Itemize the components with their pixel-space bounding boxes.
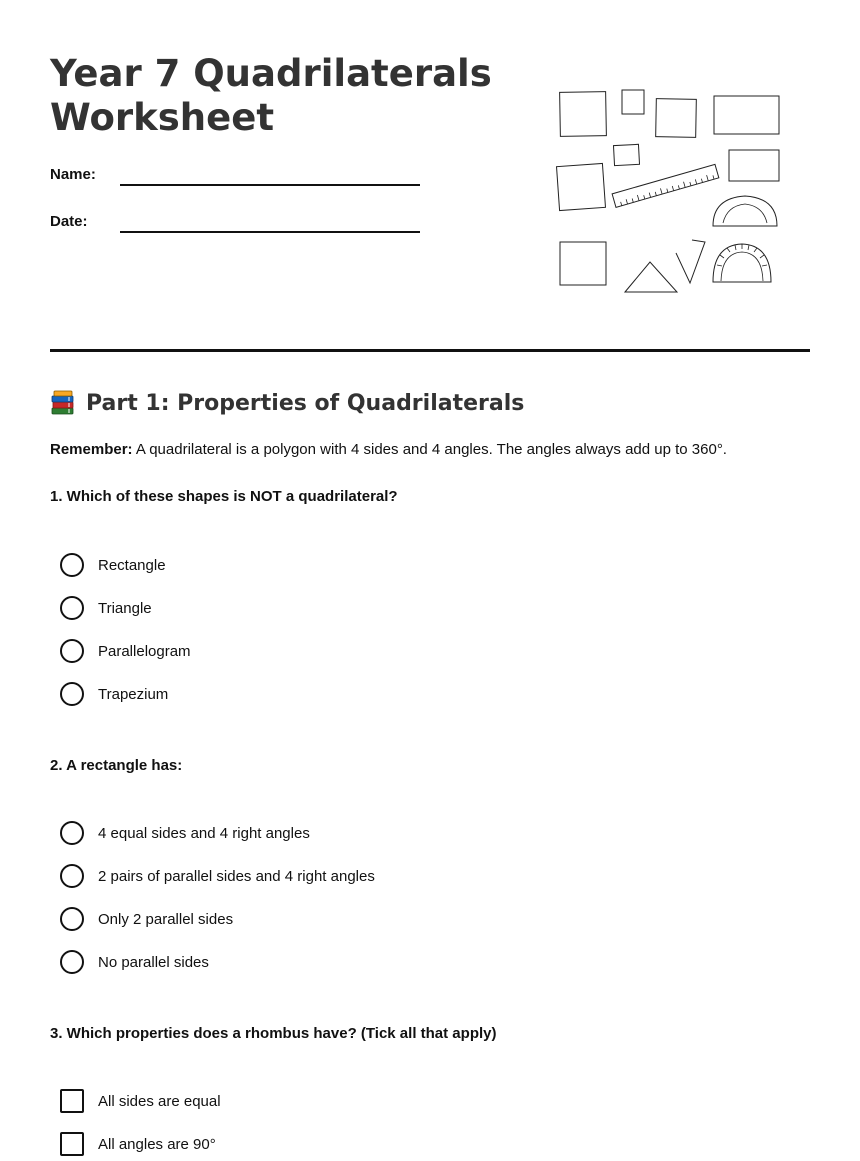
section-divider (50, 349, 810, 352)
date-label: Date: (50, 213, 88, 230)
option-label: Parallelogram (98, 642, 191, 660)
square-shape-1 (560, 92, 607, 137)
tiny-square-shape (613, 144, 639, 165)
remember-label: Remember: (50, 441, 133, 458)
protractor-inner-arc (723, 204, 767, 223)
square-shape-3 (557, 163, 606, 210)
question-2-text: 2. A rectangle has: (50, 757, 183, 774)
q1-option-triangle[interactable] (60, 595, 152, 621)
option-label: 4 equal sides and 4 right angles (98, 824, 310, 842)
part1-heading (50, 390, 524, 416)
q2-option-2[interactable] (60, 863, 375, 889)
option-label: No parallel sides (98, 953, 209, 971)
option-label: All angles are 90° (98, 1135, 216, 1153)
radio-button[interactable] (60, 821, 84, 845)
protractor-inner-arc-2 (721, 252, 763, 281)
q3-option-all-angles-90[interactable] (60, 1131, 216, 1157)
square-shape-2 (656, 99, 697, 138)
part1-heading-text: Part 1: Properties of Quadrilaterals (86, 390, 525, 416)
q1-option-trapezium[interactable] (60, 681, 168, 707)
name-field-row (50, 166, 430, 196)
radio-button[interactable] (60, 553, 84, 577)
checkbox[interactable] (60, 1132, 84, 1156)
option-label: Rectangle (98, 556, 166, 574)
checkbox[interactable] (60, 1089, 84, 1113)
question-3-text: 3. Which properties does a rhombus have? (Tick all that apply) (50, 1025, 497, 1042)
radio-button[interactable] (60, 907, 84, 931)
triangle-shape-1 (625, 262, 677, 292)
option-label: Triangle (98, 599, 152, 617)
radio-button[interactable] (60, 639, 84, 663)
triangle-shape-2 (676, 240, 705, 283)
q3-option-all-sides-equal[interactable] (60, 1088, 221, 1114)
remember-note (50, 441, 727, 458)
books-icon (50, 390, 76, 416)
radio-button[interactable] (60, 596, 84, 620)
title-line-2: Worksheet (50, 96, 275, 139)
q1-option-parallelogram[interactable] (60, 638, 191, 664)
question-1-text: 1. Which of these shapes is NOT a quadrilateral? (50, 488, 398, 505)
small-square-shape (622, 90, 644, 114)
page-title (50, 52, 510, 140)
radio-button[interactable] (60, 950, 84, 974)
title-line-1: Year 7 Quadrilaterals (50, 52, 492, 95)
radio-button[interactable] (60, 682, 84, 706)
ruler-icon (612, 164, 719, 207)
remember-text: A quadrilateral is a polygon with 4 sides and 4 angles. The angles always add up to 360°. (132, 441, 727, 458)
quadrilaterals-illustration (555, 85, 785, 300)
option-label: Trapezium (98, 685, 169, 703)
square-shape-4 (560, 242, 606, 285)
name-label: Name: (50, 166, 96, 183)
date-field-row (50, 213, 430, 243)
protractor-icon-1 (713, 196, 777, 226)
q2-option-1[interactable] (60, 820, 310, 846)
option-label: Only 2 parallel sides (98, 910, 234, 928)
q2-option-4[interactable] (60, 949, 209, 975)
option-label: 2 pairs of parallel sides and 4 right angles (98, 867, 375, 885)
q1-option-rectangle[interactable] (60, 552, 166, 578)
radio-button[interactable] (60, 864, 84, 888)
rectangle-shape-2 (729, 150, 779, 181)
option-label: All sides are equal (98, 1092, 221, 1110)
rectangle-shape-1 (714, 96, 779, 134)
name-field[interactable] (120, 184, 420, 186)
date-field[interactable] (120, 231, 420, 233)
q2-option-3[interactable] (60, 906, 233, 932)
